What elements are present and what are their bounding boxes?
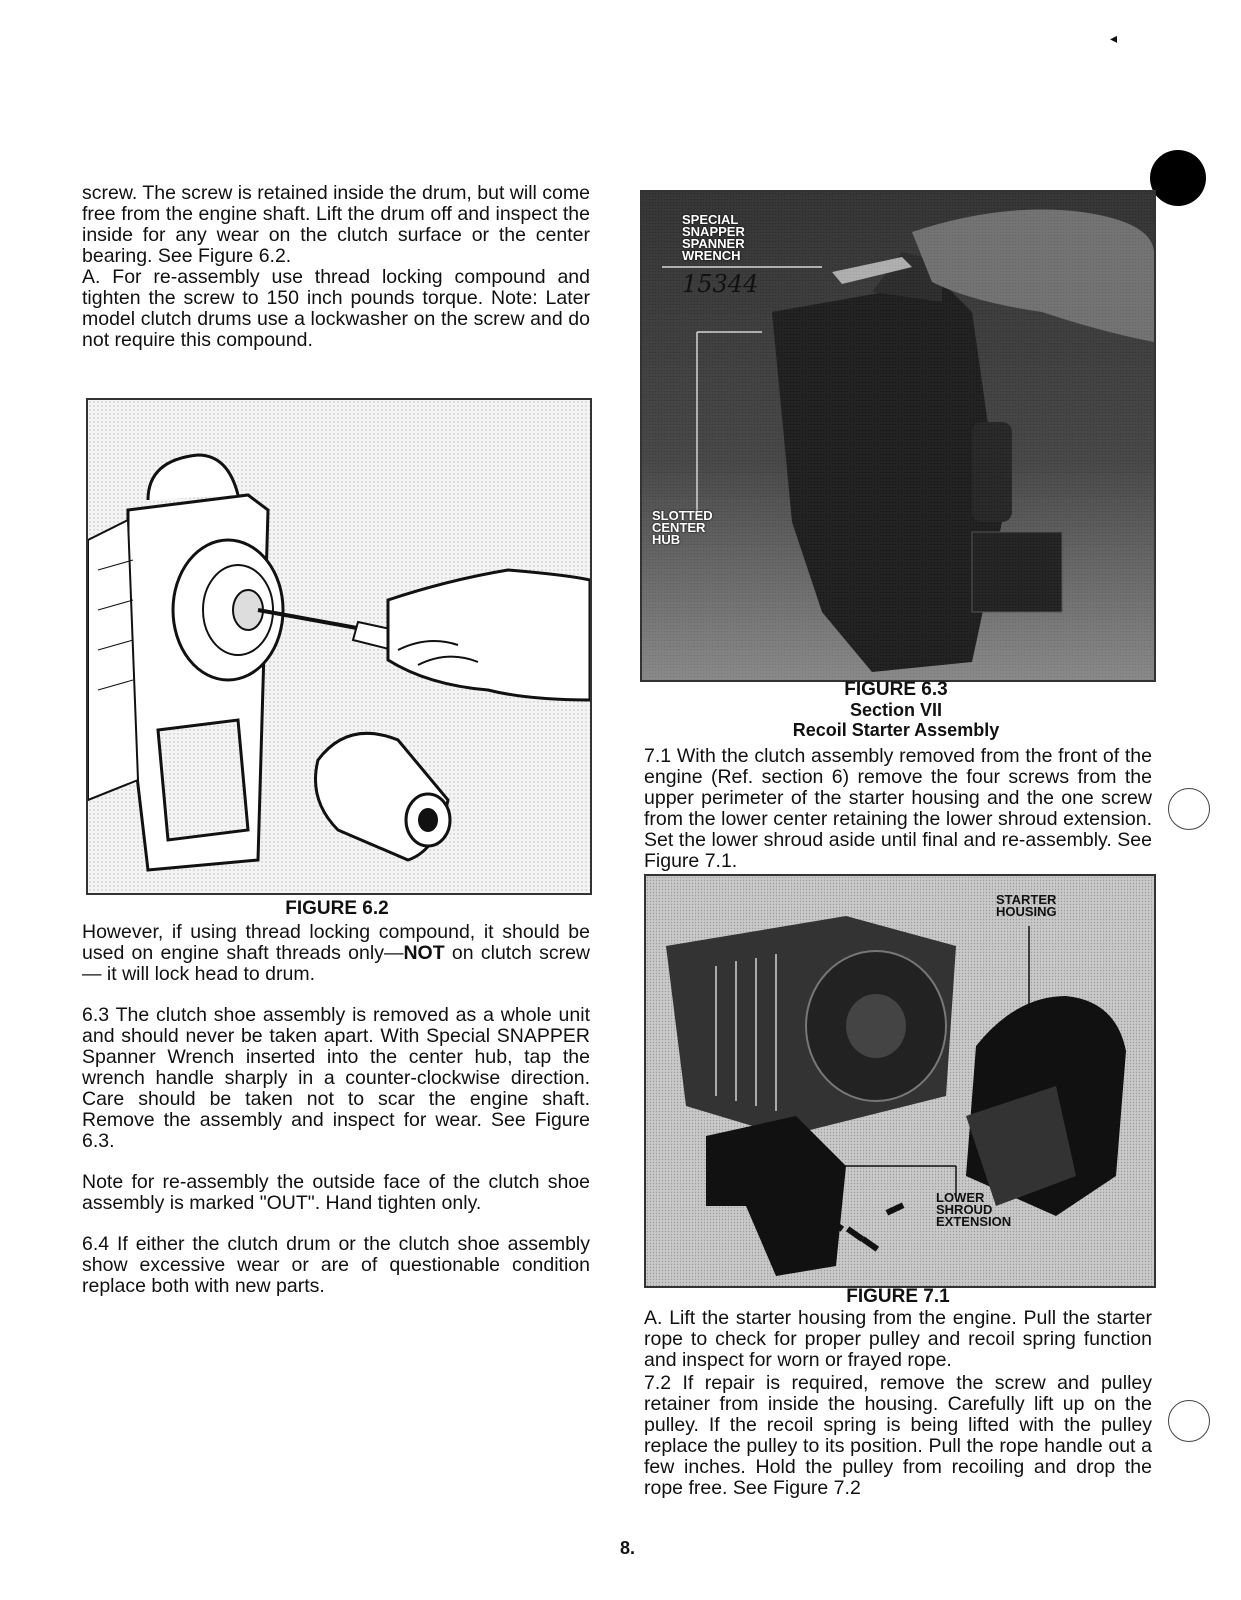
punch-hole-middle [1168,788,1210,830]
slotted-center-hub-label: SLOTTED CENTER HUB [652,508,713,547]
clutch-shoe-paragraph: 6.3 The clutch shoe assembly is removed as a whole unit and should never be taken apart. With Special SNAPPER Spanner Wrench inserted into the center hub, tap the wrench handle sharply in a counter-clockwise direction. Care should be taken not to scar the engine shaft. Remove the assembly and inspect for wear. See Figure 6.3. [82,1004,590,1152]
clutch-drum-paragraph: screw. The screw is retained inside the drum, but will come free from the engine shaft. Lift the drum off and inspect the inside for any wear on the clutch surface or the center bearing. See Figure 6.2. [82,182,590,267]
starter-housing-label: STARTER HOUSING [996,892,1057,919]
clutch-removed-paragraph: 7.1 With the clutch assembly removed from the front of the engine (Ref. section 6) remove the four screws from the upper perimeter of the starter housing and the one screw from the lower center retaining the lower shroud extension. Set the lower shroud aside until final and re-assembly. See Figure 7.1. [644,745,1152,872]
lift-starter-paragraph: A. Lift the starter housing from the engine. Pull the starter rope to check for proper pulley and recoil spring function and inspect for worn or frayed rope. [644,1307,1152,1371]
section-subtitle: Recoil Starter Assembly [792,720,1000,740]
section-title: Section VII [849,700,943,720]
reassembly-paragraph: A. For re-assembly use thread locking compound and tighten the screw to 150 inch pounds torque. Note: Later model clutch drums use a lockwasher on the screw and do not require this compound. [82,266,590,351]
repair-paragraph: 7.2 If repair is required, remove the screw and pulley retainer from inside the housing. Carefully lift up on the pulley. If the recoil spring is being lifted with the pulley replace the pulley to its position. Pull the rope handle out a few inches. Hold the pulley from recoiling and drop the rope free. See Figure 7.2 [644,1372,1152,1499]
right-column-bottom [644,1308,1152,1499]
left-column-bottom [82,922,590,1297]
not-emphasis: NOT [403,942,445,964]
left-column-top [82,183,590,351]
thread-locking-text-2: on clutch screw— it will lock head to drum. [82,942,590,985]
figure-7-1-caption: FIGURE 7.1 [846,1286,950,1307]
figure-6-3-photo [640,190,1156,682]
figure-6-2-illustration [86,398,592,895]
replace-parts-paragraph: 6.4 If either the clutch drum or the clutch shoe assembly show excessive wear or are of questionable condition replace both with new parts. [82,1233,590,1297]
figure-6-3-caption: FIGURE 6.3 [844,679,948,700]
page-number: 8. [620,1538,636,1558]
punch-hole-bottom [1168,1400,1210,1442]
punch-hole-top [1150,150,1206,206]
thread-locking-text-1: However, if using thread locking compound, it should be used on engine shaft threads only— [82,921,590,964]
right-column-top [644,746,1152,872]
reassembly-note-paragraph: Note for re-assembly the outside face of the clutch shoe assembly is marked "OUT". Hand tighten only. [82,1171,590,1214]
thread-locking-paragraph [82,922,590,985]
handwritten-note: 15344 [682,270,759,298]
special-wrench-label: SPECIAL SNAPPER SPANNER WRENCH [682,212,745,263]
lower-shroud-extension-label: LOWER SHROUD EXTENSION [936,1190,1012,1229]
figure-7-1-photo [644,874,1156,1288]
figure-6-2-caption: FIGURE 6.2 [285,898,389,919]
scan-mark: ◂ [1110,30,1118,46]
